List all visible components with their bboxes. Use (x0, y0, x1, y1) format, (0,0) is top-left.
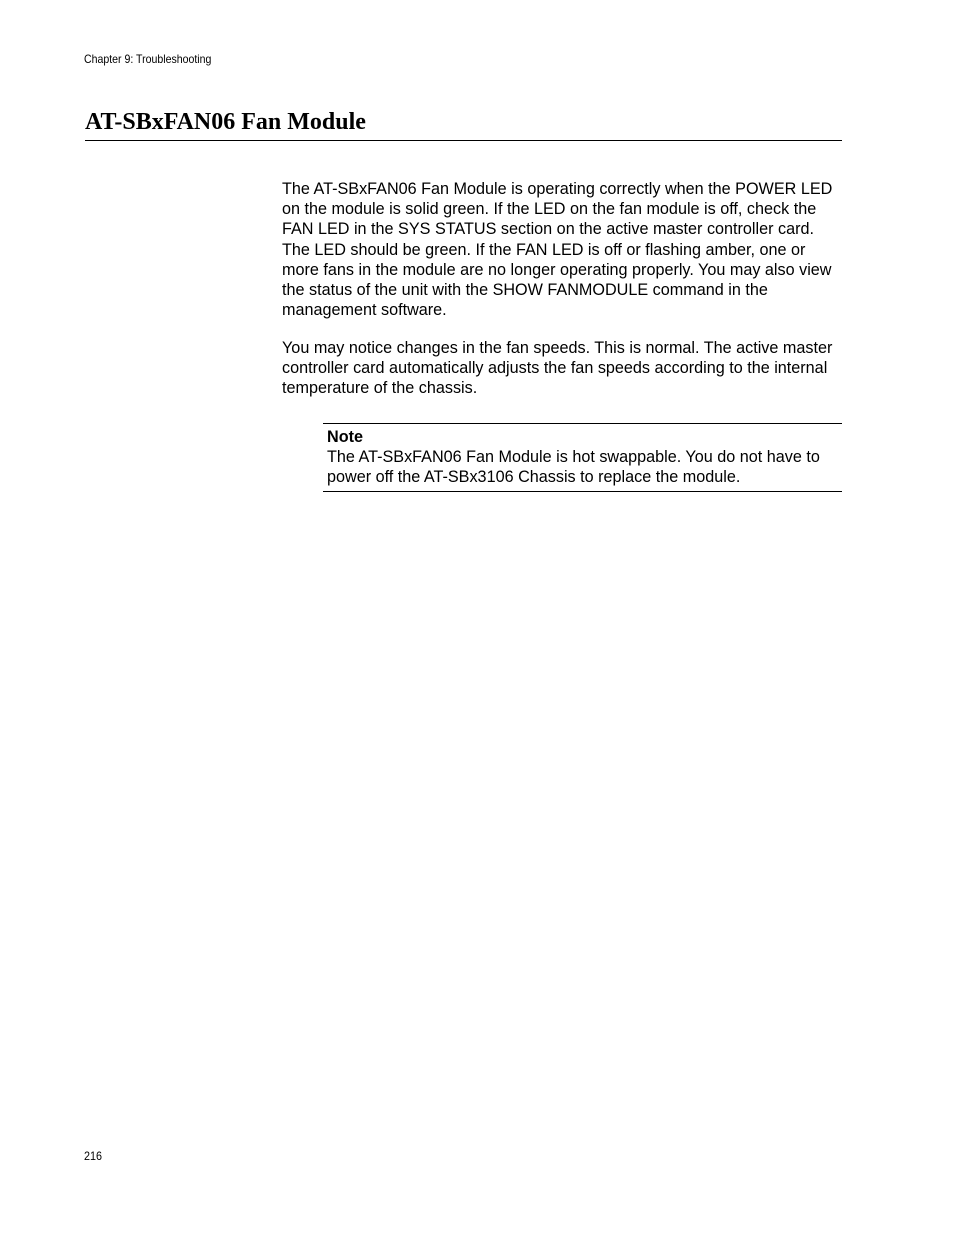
note-text: The AT-SBxFAN06 Fan Module is hot swappable. You do not have to power off the AT-SBx3106 Chassis to replace the module. (327, 448, 820, 487)
body-paragraph-1: The AT-SBxFAN06 Fan Module is operating correctly when the POWER LED on the module is solid green. If the LED on the fan module is off, check the FAN LED in the SYS STATUS section on the active master controller card. The LED should be green. If the FAN LED is off or flashing amber, one or more fans in the module are no longer operating properly. You may also view the status of the unit with the SHOW FANMODULE command in the management software. (282, 180, 833, 320)
body-paragraph-2: You may notice changes in the fan speeds. This is normal. The active master controller card automatically adjusts the fan speeds according to the internal temperature of the chassis. (282, 339, 833, 398)
note-label: Note (327, 428, 363, 446)
note-box (323, 423, 842, 492)
page-number: 216 (84, 1149, 103, 1163)
running-header: Chapter 9: Troubleshooting (84, 52, 212, 66)
section-title: AT-SBxFAN06 Fan Module (85, 107, 842, 141)
